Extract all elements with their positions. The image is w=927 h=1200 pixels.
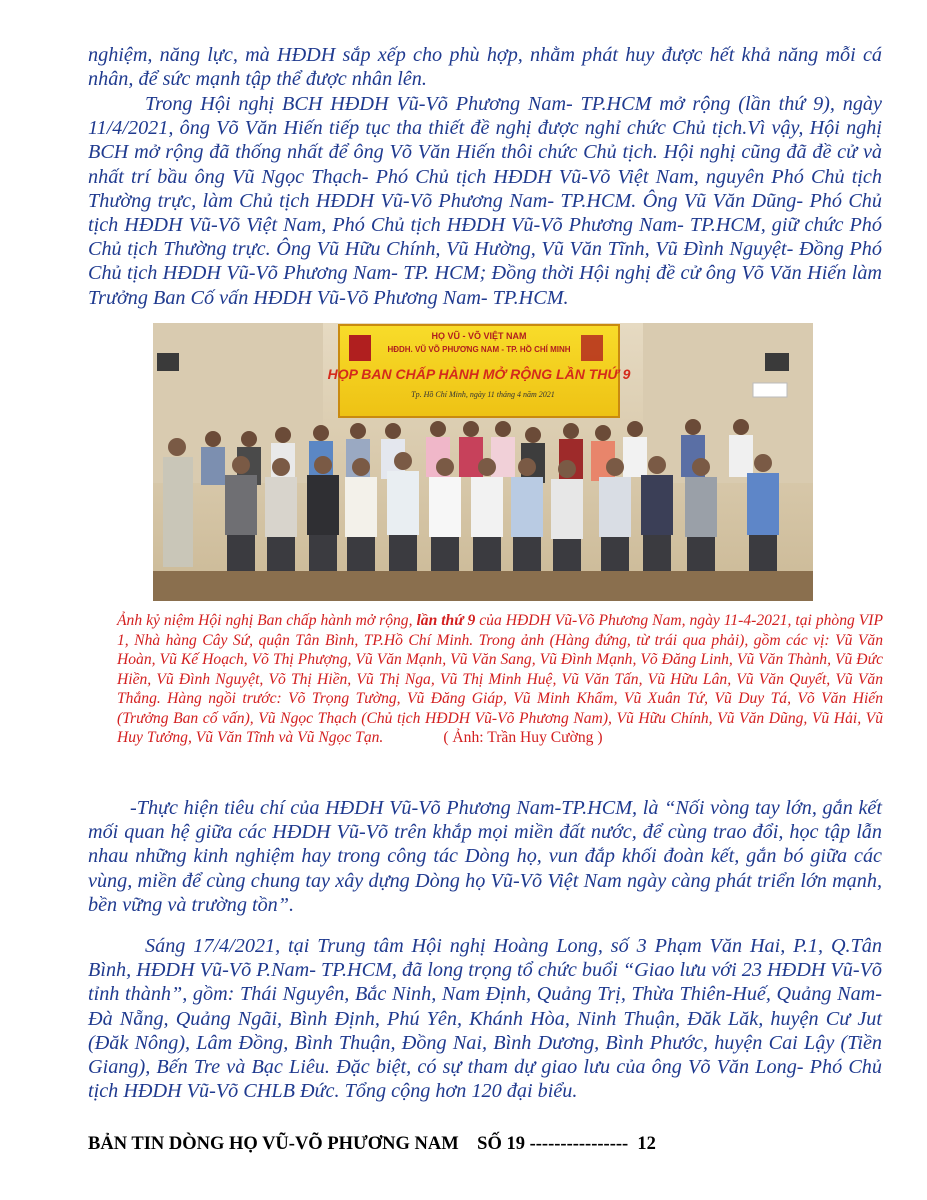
paragraph-4: Sáng 17/4/2021, tại Trung tâm Hội nghị Hoàng Long, số 3 Phạm Văn Hai, P.1, Q.Tân Bình, HĐDH Vũ-Võ P.Nam- TP.HCM, đã long trọng tổ chức buổi “Giao lưu với 23 HĐDH Vũ-Võ tỉnh thành”, gồm: Thái Nguyên, Bắc Ninh, Nam Định, Quảng Trị, Thừa Thiên-Huế, Quảng Nam-Đà Nẵng, Quảng Ngãi, Bình Định, Phú Yên, Khánh Hòa, Ninh Thuận, Đăk Lăk, huyện Cư Jut (Đăk Nông), Lâm Đồng, Bình Thuận, Đồng Nai, Bình Dương, Bình Phước, huyện Cai Lậy (Tiền Giang), Bến Tre và Bạc Liêu. Đặc biệt, có sự tham dự giao lưu của ông Võ Văn Long- Phó Chủ tịch HĐDH Vũ-Võ CHLB Đức. Tổng cộng hơn 120 đại biểu. xyxy=(88,935,882,1103)
caption-text-rest: của HĐDH Vũ-Võ Phương Nam, ngày 11-4-2021, tại phòng VIP 1, Nhà hàng Cây Sứ, quận Tân Bình, TP.Hồ Chí Minh. Trong ảnh (Hàng đứng, từ trái qua phải), gồm các vị: Vũ Văn Hoàn, Vũ Kế Hoạch, Võ Thị Phượng, Vũ Văn Mạnh, Vũ Văn Sang, Vũ Đình Mạnh, Võ Đăng Linh, Vũ Văn Thành, Vũ Đức Hiền, Vũ Đình Nguyệt, Võ Thị Hiền, Vũ Thị Nga, Vũ Thị Minh Huệ, Vũ Văn Tấn, Vũ Hữu Lân, Vũ Văn Quyết, Vũ Văn Thắng. Hàng ngồi trước: Võ Trọng Tường, Vũ Đăng Giáp, Vũ Minh Khẩm, Vũ Xuân Tứ, Vũ Duy Tá, Võ Văn Hiến (Trưởng Ban cố vấn), Vũ Ngọc Thạch (Chủ tịch HĐDH Vũ-Võ Phương Nam), Vũ Hữu Chính, Vũ Văn Dũng, Vũ Hải, Vũ Huy Tưởng, Vũ Văn Tĩnh và Vũ Ngọc Tạn. xyxy=(117,612,883,746)
paragraph-3: -Thực hiện tiêu chí của HĐDH Vũ-Võ Phương Nam-TP.HCM, là “Nối vòng tay lớn, gắn kết mối quan hệ giữa các HĐDH Vũ-Võ trên khắp mọi miền đất nước, để cùng trao đổi, học tập lẫn nhau những kinh nghiệm hay trong công tác Dòng họ, vun đắp khối đoàn kết, gắn bó giữa các vùng, miền để cùng chung tay xây dựng Dòng họ Vũ-Võ Việt Nam ngày càng phát triển lớn mạnh, bền vững và trường tồn”. xyxy=(88,797,882,916)
banner-line1: HỌ VŨ - VÕ VIỆT NAM xyxy=(431,331,527,341)
photo-caption xyxy=(117,611,883,748)
page-footer: BẢN TIN DÒNG HỌ VŨ-VÕ PHƯƠNG NAM SỐ 19 ---------------- 12 xyxy=(88,1134,656,1154)
photo-credit: ( Ảnh: Trần Huy Cường ) xyxy=(443,729,603,746)
paragraph-1: nghiệm, năng lực, mà HĐDH sắp xếp cho phù hợp, nhằm phát huy được hết khả năng mỗi cá nhân, để sức mạnh tập thể được nhân lên. xyxy=(88,44,882,91)
banner-line2: HĐDH. VŨ VÕ PHƯƠNG NAM - TP. HỒ CHÍ MINH xyxy=(387,345,571,354)
caption-text-start: Ảnh kỷ niệm Hội nghị Ban chấp hành mở rộng, xyxy=(117,612,417,629)
caption-bold: lần thứ 9 xyxy=(416,612,476,629)
paragraph-2: Trong Hội nghị BCH HĐDH Vũ-Võ Phương Nam- TP.HCM mở rộng (lần thứ 9), ngày 11/4/2021, ông Võ Văn Hiến tiếp tục tha thiết đề nghị được nghỉ chức Chủ tịch.Vì vậy, Hội nghị BCH mở rộng đã thống nhất để ông Võ Văn Hiến thôi chức Chủ tịch. Hội nghị cũng đã đề cử và nhất trí bầu ông Vũ Ngọc Thạch- Phó Chủ tịch HĐDH Vũ-Võ Việt Nam, nguyên Phó Chủ tịch Thường trực, làm Chủ tịch HĐDH Vũ-Võ Phương Nam- TP.HCM. Ông Vũ Văn Dũng- Phó Chủ tịch HĐDH Vũ-Võ Việt Nam, Phó Chủ tịch HĐDH Vũ-Võ Phương Nam- TP.HCM, giữ chức Phó Chủ tịch Thường trực. Ông Vũ Hữu Chính, Vũ Hường, Vũ Văn Tĩnh, Vũ Đình Nguyệt- Đồng Phó Chủ tịch HĐDH Vũ-Võ Phương Nam- TP. HCM; Đồng thời Hội nghị đề cử ông Võ Văn Hiến làm Trưởng Ban Cố vấn HĐDH Vũ-Võ Phương Nam- TP.HCM. xyxy=(88,93,882,309)
banner-date: Tp. Hồ Chí Minh, ngày 11 tháng 4 năm 2021 xyxy=(411,390,555,399)
group-photo xyxy=(153,323,813,601)
banner-title: HỌP BAN CHẤP HÀNH MỞ RỘNG LẦN THỨ 9 xyxy=(327,366,631,382)
